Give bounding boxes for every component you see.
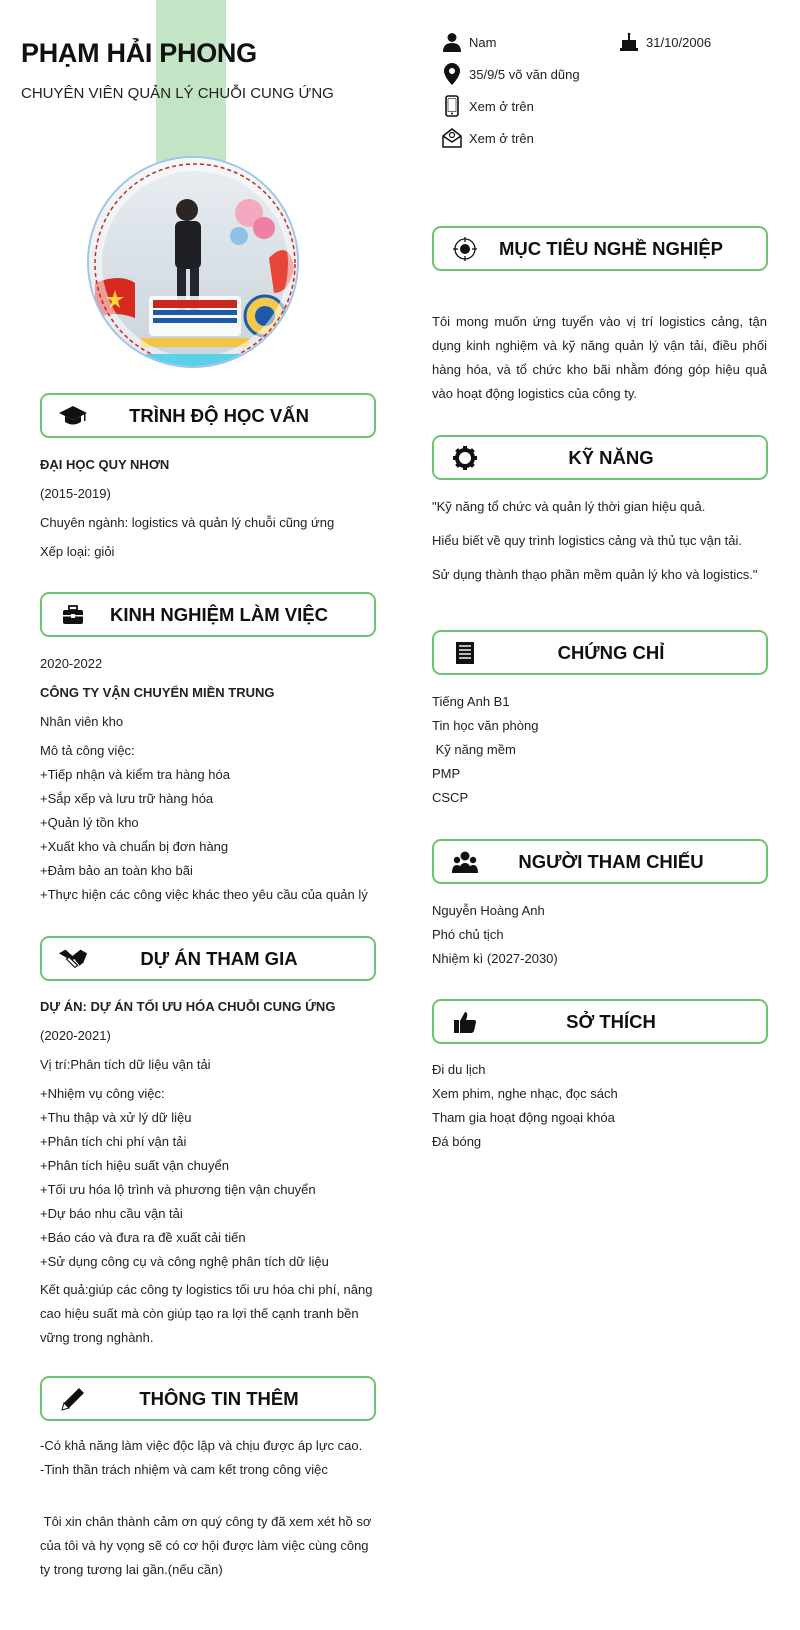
- hobbies-content: [432, 1062, 618, 1158]
- experience-task: +Thực hiện các công việc khác theo yêu cầu của quản lý: [40, 887, 368, 902]
- section-extra-header: [40, 1376, 376, 1421]
- education-major: Chuyên ngành: logistics và quản lý chuỗi cũng ứng: [40, 515, 335, 530]
- section-education-title: TRÌNH ĐỘ HỌC VẤN: [129, 404, 309, 426]
- objective-text: Tôi mong muốn ứng tuyển vào vị trí logistics cảng, tận dụng kinh nghiệm và kỹ năng quản lý vận tải, điều phối hàng hóa, và tổ chức kho bãi nhằm đóng góp hiệu quả vào hoạt động logistics của công ty.: [432, 314, 767, 401]
- project-task: +Dự báo nhu cầu vận tải: [40, 1206, 183, 1221]
- section-certificates-title: CHỨNG CHỈ: [557, 641, 665, 663]
- handshake-icon: [58, 946, 88, 972]
- experience-content: [40, 656, 368, 911]
- phone-row: [441, 95, 534, 117]
- birthday-row: [618, 31, 711, 53]
- project-result: Kết quả:giúp các công ty logistics tối ưu hóa chi phí, nâng cao hiệu suất mà còn giúp tạo ra lợi thế cạnh tranh bền vững trong nghành.: [40, 1282, 373, 1345]
- avatar-photo: [89, 158, 299, 368]
- project-task: +Tối ưu hóa lộ trình và phương tiện vận chuyển: [40, 1182, 316, 1197]
- skill-item: "Kỹ năng tổ chức và quản lý thời gian hiệu quả.: [432, 499, 706, 514]
- section-skills-title: KỸ NĂNG: [568, 446, 654, 468]
- project-task: +Phân tích chi phí vận tải: [40, 1134, 187, 1149]
- birthday-cake-icon: [618, 31, 640, 53]
- email-value: Xem ở trên: [469, 130, 534, 146]
- location-pin-icon: [441, 63, 463, 85]
- thumbs-up-icon: [450, 1009, 480, 1035]
- section-experience-header: [40, 592, 376, 637]
- pencil-icon: [58, 1386, 88, 1412]
- reference-term: Nhiệm kì (2027-2030): [432, 951, 558, 966]
- section-certificates-header: [432, 630, 768, 675]
- experience-task: +Xuất kho và chuẩn bị đơn hàng: [40, 839, 229, 854]
- skill-item: Hiểu biết về quy trình logistics cảng và thủ tục vận tải.: [432, 533, 743, 548]
- gender-value: Nam: [469, 34, 497, 50]
- project-task: +Báo cáo và đưa ra đề xuất cải tiến: [40, 1230, 246, 1245]
- section-projects-header: [40, 936, 376, 981]
- certificate-item: Tiếng Anh B1: [432, 694, 510, 709]
- education-content: [40, 457, 334, 573]
- candidate-name: PHẠM HẢI PHONG: [21, 38, 257, 68]
- extra-line: -Tinh thần trách nhiệm và cam kết trong công việc: [40, 1462, 328, 1477]
- education-years: (2015-2019): [40, 486, 111, 501]
- experience-task: +Tiếp nhận và kiểm tra hàng hóa: [40, 767, 230, 782]
- phone-icon: [441, 95, 463, 117]
- references-content: [432, 903, 558, 975]
- experience-company: CÔNG TY VẬN CHUYỂN MIỀN TRUNG: [40, 685, 275, 700]
- hobby-item: Đi du lịch: [432, 1062, 486, 1077]
- education-school: ĐẠI HỌC QUY NHƠN: [40, 457, 170, 472]
- project-task: +Phân tích hiệu suất vận chuyển: [40, 1158, 229, 1173]
- gender-row: [441, 31, 496, 53]
- graduation-cap-icon: [58, 403, 88, 429]
- target-icon: [450, 236, 480, 262]
- section-references-header: [432, 839, 768, 884]
- reference-position: Phó chủ tịch: [432, 927, 504, 942]
- experience-task: +Sắp xếp và lưu trữ hàng hóa: [40, 791, 214, 806]
- section-projects-title: DỰ ÁN THAM GIA: [140, 947, 298, 969]
- project-task: +Thu thập và xử lý dữ liệu: [40, 1110, 192, 1125]
- section-objective-header: [432, 226, 768, 271]
- email-icon: [441, 127, 463, 149]
- project-position: Vị trí:Phân tích dữ liệu vận tải: [40, 1057, 211, 1072]
- extra-closing: Tôi xin chân thành cảm ơn quý công ty đã xem xét hồ sơ của tôi và hy vọng sẽ có cơ hội được làm việc cùng công ty trong tương lai gần.(nếu cần): [40, 1514, 376, 1577]
- certificate-item: PMP: [432, 766, 461, 781]
- address-value: 35/9/5 võ văn dũng: [469, 66, 580, 82]
- email-row: [441, 127, 534, 149]
- avatar: [87, 156, 299, 368]
- section-hobbies-header: [432, 999, 768, 1044]
- experience-task: +Quản lý tồn kho: [40, 815, 139, 830]
- address-row: [441, 63, 580, 85]
- hobby-item: Đá bóng: [432, 1134, 482, 1149]
- candidate-title: CHUYÊN VIÊN QUẢN LÝ CHUỖI CUNG ỨNG: [21, 85, 334, 102]
- person-icon: [441, 31, 463, 53]
- phone-value: Xem ở trên: [469, 98, 534, 114]
- section-education-header: [40, 393, 376, 438]
- section-experience-title: KINH NGHIỆM LÀM VIỆC: [110, 603, 328, 625]
- extra-line: -Có khả năng làm việc độc lập và chịu được áp lực cao.: [40, 1438, 363, 1453]
- section-extra-title: THÔNG TIN THÊM: [139, 1387, 299, 1409]
- education-grade: Xếp loại: giỏi: [40, 544, 115, 559]
- extra-content: [40, 1438, 376, 1582]
- gear-icon: [450, 445, 480, 471]
- experience-task: +Đảm bảo an toàn kho bãi: [40, 863, 193, 878]
- skill-item: Sử dụng thành thạo phần mềm quản lý kho và logistics.": [432, 567, 758, 582]
- section-hobbies-title: SỞ THÍCH: [566, 1010, 656, 1032]
- birthday-value: 31/10/2006: [646, 34, 712, 50]
- certificate-item: CSCP: [432, 790, 469, 805]
- project-task: +Sử dụng công cụ và công nghệ phân tích dữ liệu: [40, 1254, 329, 1269]
- projects-content: [40, 999, 376, 1350]
- project-task: +Nhiệm vụ công việc:: [40, 1086, 165, 1101]
- section-objective-title: MỤC TIÊU NGHỀ NGHIỆP: [498, 237, 724, 259]
- experience-desc-label: Mô tả công việc:: [40, 743, 135, 758]
- skills-content: [432, 499, 758, 601]
- reference-name: Nguyễn Hoàng Anh: [432, 903, 545, 918]
- experience-period: 2020-2022: [40, 656, 103, 671]
- section-skills-header: [432, 435, 768, 480]
- certificate-item: Kỹ năng mềm: [432, 742, 516, 757]
- certificate-item: Tin học văn phòng: [432, 718, 539, 733]
- hobby-item: Xem phim, nghe nhạc, đọc sách: [432, 1086, 618, 1101]
- hobby-item: Tham gia hoạt động ngoại khóa: [432, 1110, 615, 1125]
- briefcase-icon: [58, 602, 88, 628]
- document-icon: [450, 640, 480, 666]
- experience-role: Nhân viên kho: [40, 714, 124, 729]
- certificates-content: [432, 694, 538, 814]
- project-years: (2020-2021): [40, 1028, 111, 1043]
- people-icon: [450, 849, 480, 875]
- project-name: DỰ ÁN: DỰ ÁN TỐI ƯU HÓA CHUỖI CUNG ỨNG: [40, 999, 336, 1014]
- section-references-title: NGƯỜI THAM CHIẾU: [518, 850, 704, 872]
